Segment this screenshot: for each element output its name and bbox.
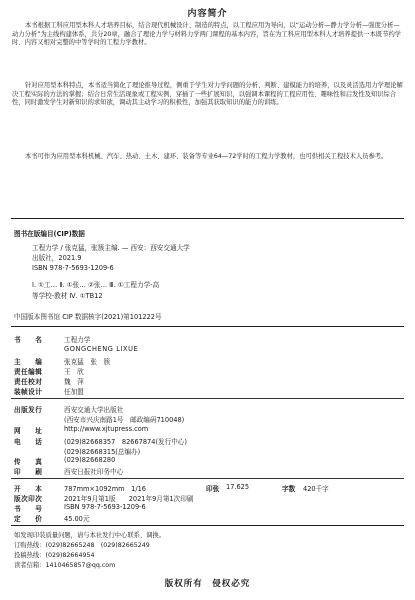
telephone-value-1: (029)82668357 82667874(发行中心) [64,438,187,446]
cip-line-3: ISBN 978-7-5693-1209-6 [32,264,114,272]
footer-submission-hotline: 投稿热线：(029)82664954 [14,552,95,559]
divider [11,525,404,526]
printer-label: 印 刷 [14,468,43,476]
edition-label: 版次印次 [14,495,43,503]
editor-value: 张克猛 张 簇 [64,358,111,366]
cip-line-1: 工程力学 / 张克猛，张簇主编. — 西安：西安交通大学 [32,244,190,252]
telephone-label: 电 话 [14,438,43,446]
proofreader-value: 魏 萍 [64,378,84,386]
copyright-notice: 版权所有 侵权必究 [164,579,251,589]
cip-catalog-number: 中国版本图书馆 CIP 数据核字(2021)第101222号 [14,313,162,321]
footer-quality-note: 如发现印装质量问题，请与本社发行中心联系、调换。 [14,532,166,539]
cip-heading: 图书在版编目(CIP)数据 [14,230,85,238]
proofreader-label: 责任校对 [14,378,43,386]
sheets-value: 17.625 [226,483,250,491]
footer-order-hotline: 订购热线：(029)82665248 (029)82665249 [14,542,150,549]
words-value: 420千字 [303,485,329,493]
cip-line-5: 等学校-教材 Ⅳ. ①TB12 [32,292,103,300]
telephone-value-2: (029)82668315(总编办) [64,448,141,456]
footer-reader-email: 读者信箱：1410465857@qq.com [14,562,116,569]
publisher-label: 出版发行 [14,406,43,414]
format-label: 开 本 [14,485,43,493]
responsible-editor-label: 责任编辑 [14,368,43,376]
price-value: 45.00元 [64,515,90,523]
book-name-value: 工程力学 [64,336,91,344]
format-value: 787mm×1092mm 1/16 [64,485,146,493]
summary-paragraph-1: 本书根据工科应用型本科人才培养目标，结合现代机械设计、制造的特点，以工程应用为导向，以“运动分析—静力学分析—强度分析—动力分析”为主线构建体系，共分20章，融合了理论力学与材料力学两门课程的基本内容，旨在为工科应用型本科人才培养提供一本既节约学时、内容又相对完整的中等学时的工程力学教材。 [12,22,402,47]
responsible-editor-value: 王 欣 [64,368,84,376]
summary-paragraph-2: 针对应用型本科特点，本书适当简化了理论推导过程，侧重于学生对力学问题的分析、判断、建模能力的培养，以及灵活选用力学理论解决工程实际的方法的掌握；结合日常生活现象或工程实例，穿插了一些扩展知识，以强调本课程的工程应用性、趣味性和启发性及知识综合性，同时激发学生对新知识的求知欲，调动其主动学习的积极性，加强其获取知识的能力的训练。 [12,82,403,107]
divider [11,398,404,399]
words-label: 字数 [282,485,296,493]
website-label: 网 址 [14,427,43,435]
isbn-value: ISBN 978-7-5693-1209-6 [64,503,146,511]
divider [11,218,404,219]
cover-design-label: 装帧设计 [14,388,43,396]
isbn-label: 书 号 [14,505,43,513]
cover-design-value: 任加盟 [64,388,84,396]
cip-line-4: Ⅰ. ①工… Ⅱ. ①张… ②张… Ⅲ. ①工程力学-高 [32,281,160,289]
price-label: 定 价 [14,515,43,523]
summary-paragraph-3: 本书可作为应用型本科机械、汽车、热动、土木、建环、装备等专业64—72学时的工程力学教材，也可供相关工程技术人员参考。 [25,153,388,160]
divider [11,326,404,327]
publisher-value: 西安交通大学出版社 [64,406,124,414]
book-name-label: 书 名 [14,336,43,344]
website-value: http://www.xjtupress.com [64,425,149,433]
publisher-address: (西安市兴庆南路1号 邮政编码710048) [64,416,185,424]
cip-line-2: 出版社，2021.9 [32,254,82,262]
printer-value: 西安日报社印务中心 [64,468,124,476]
book-pinyin: GONGCHENG LIXUE [64,345,139,353]
editor-label: 主 编 [14,358,43,366]
summary-title: 内容简介 [187,9,228,19]
edition-value: 2021年9月第1版 2021年9月第1次印刷 [64,495,194,503]
fax-label: 传 真 [14,458,43,466]
divider [11,478,404,479]
sheets-label: 印张 [206,485,220,493]
fax-value: (029)82668280 [64,456,116,464]
